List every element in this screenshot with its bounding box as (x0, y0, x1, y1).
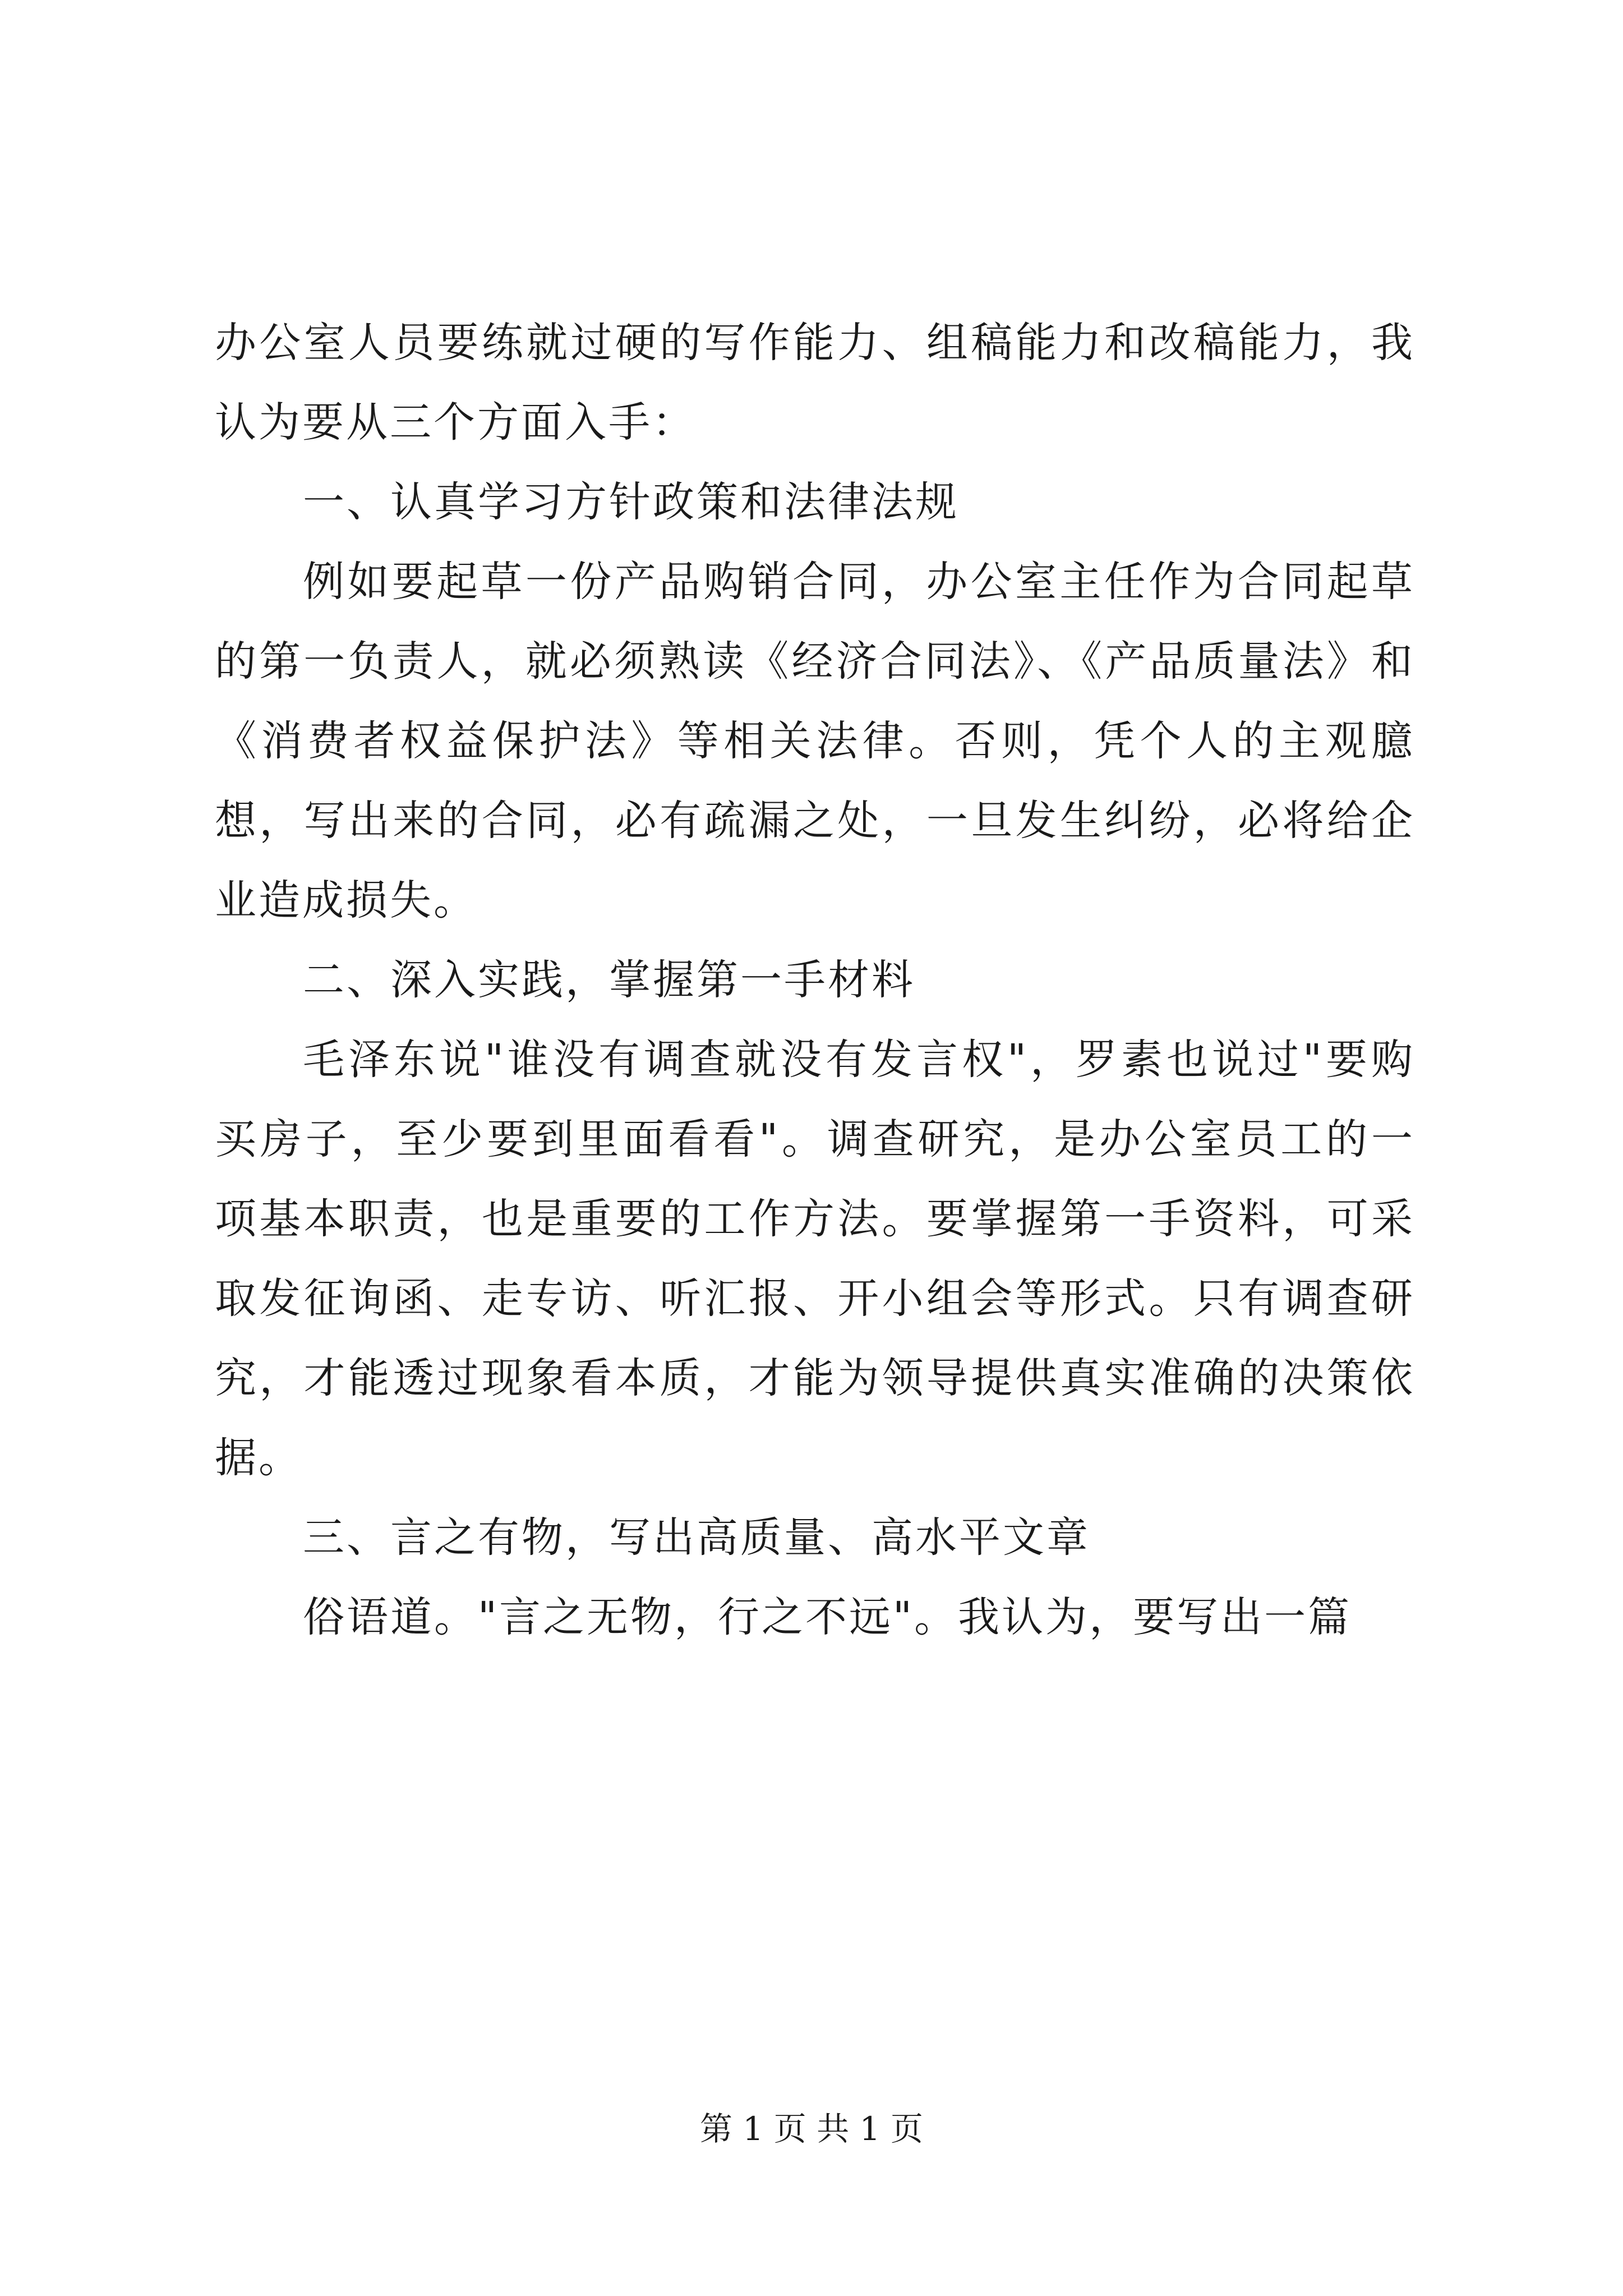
paragraph-intro: 办公室人员要练就过硬的写作能力、组稿能力和改稿能力，我认为要从三个方面入手： (215, 319, 1415, 447)
section-heading-1: 一、认真学习方针政策和法律法规 (303, 478, 959, 526)
section-heading-2: 二、深入实践，掌握第一手材料 (303, 956, 915, 1004)
paragraph-section-3: 俗语道。"言之无物，行之不远"。我认为，要写出一篇 (303, 1593, 1352, 1641)
paragraph-section-2: 毛泽东说"谁没有调查就没有发言权"，罗素也说过"要购买房子，至少要到里面看看"。调查研究，是办公室员工的一项基本职责，也是重要的工作方法。要掌握第一手资料，可采取发征询函、走专访、听汇报、开小组会等形式。只有调查研究，才能透过现象看本质，才能为领导提供真实准确的决策依据。 (215, 1036, 1415, 1482)
page-footer (0, 2106, 1623, 2151)
document-body (215, 303, 1415, 1657)
section-heading-3: 三、言之有物，写出高质量、高水平文章 (303, 1513, 1090, 1562)
page-number-label: 第 1 页 共 1 页 (700, 2110, 923, 2148)
paragraph-section-1: 例如要起草一份产品购销合同，办公室主任作为合同起草的第一负责人，就必须熟读《经济合同法》、《产品质量法》和《消费者权益保护法》等相关法律。否则，凭个人的主观臆想，写出来的合同，必有疏漏之处，一旦发生纠纷，必将给企业造成损失。 (215, 558, 1415, 924)
